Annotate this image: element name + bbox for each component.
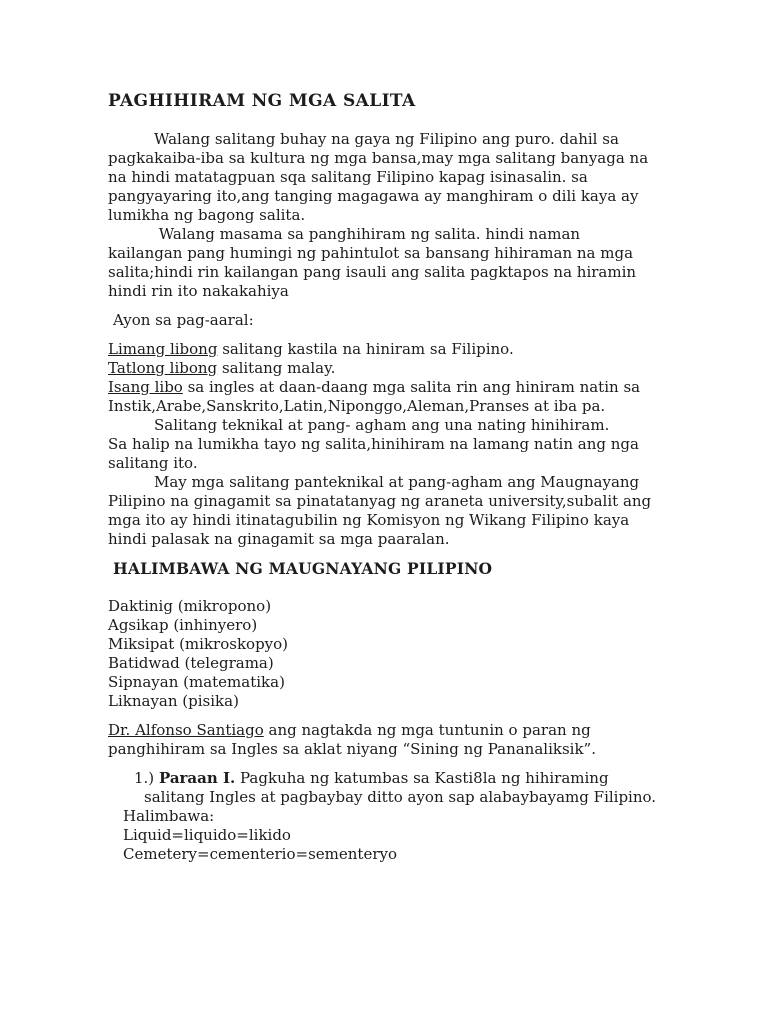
text-line xyxy=(108,654,688,673)
text-line xyxy=(108,740,688,759)
text-line xyxy=(108,168,688,187)
text-segment: Cemetery=cementerio=sementeryo xyxy=(123,845,397,863)
text-segment: pagkakaiba-iba sa kultura ng mga bansa,may mga salitang banyaga na xyxy=(108,149,649,167)
bold-text: HALIMBAWA NG MAUGNAYANG PILIPINO xyxy=(113,559,493,578)
text-segment: salita;hindi rin kailangan pang isauli ang salita pagktapos na hiramin xyxy=(108,263,637,281)
text-line xyxy=(108,826,688,845)
text-line xyxy=(108,282,688,301)
text-segment: na hindi matatagpuan sqa salitang Filipino kapag isinasalin. sa xyxy=(108,168,588,186)
underlined-text: Tatlong libong xyxy=(108,359,218,377)
text-segment: salitang Ingles at pagbaybay ditto ayon sap alabaybayamg Filipino. xyxy=(144,788,657,806)
text-segment: Liquid=liquido=likido xyxy=(123,826,291,844)
text-segment: salitang kastila na hiniram sa Filipino. xyxy=(217,340,514,358)
underlined-text: Dr. Alfonso Santiago xyxy=(108,721,264,739)
text-line xyxy=(108,206,688,225)
text-line xyxy=(108,311,688,330)
text-segment: Agsikap (inhinyero) xyxy=(108,616,258,634)
text-line xyxy=(108,845,688,864)
text-line xyxy=(108,225,688,244)
text-segment: Instik,Arabe,Sanskrito,Latin,Niponggo,Aleman,Pranses at iba pa. xyxy=(108,397,606,415)
text-line xyxy=(108,244,688,263)
text-line xyxy=(108,769,688,788)
text-line xyxy=(108,788,688,807)
text-line xyxy=(108,559,688,578)
text-line xyxy=(108,721,688,740)
text-line xyxy=(108,807,688,826)
text-line xyxy=(108,597,688,616)
text-segment: hindi palasak na ginagamit sa mga paaralan. xyxy=(108,530,450,548)
text-line xyxy=(108,530,688,549)
text-segment: ang nagtakda ng mga tuntunin o paran ng xyxy=(263,721,591,739)
text-segment: Halimbawa: xyxy=(123,807,215,825)
text-segment: Liknayan (pisika) xyxy=(108,692,239,710)
text-segment: Batidwad (telegrama) xyxy=(108,654,274,672)
text-line xyxy=(108,473,688,492)
text-segment: sa ingles at daan-daang mga salita rin ang hiniram natin sa xyxy=(182,378,641,396)
text-line xyxy=(108,92,688,111)
text-segment: Walang salitang buhay na gaya ng Filipino ang puro. dahil sa xyxy=(154,130,619,148)
text-segment: Miksipat (mikroskopyo) xyxy=(108,635,289,653)
text-segment: Walang masama sa panghihiram ng salita. hindi naman xyxy=(154,225,581,243)
text-line xyxy=(108,492,688,511)
text-line xyxy=(108,340,688,359)
text-segment: Pagkuha ng katumbas sa Kasti8la ng hihiraming xyxy=(235,769,609,787)
text-segment: kailangan pang humingi ng pahintulot sa bansang hihiraman na mga xyxy=(108,244,634,262)
text-line xyxy=(108,416,688,435)
text-line xyxy=(108,673,688,692)
text-segment: Salitang teknikal at pang- agham ang una nating hinihiram. xyxy=(154,416,610,434)
document-title xyxy=(108,92,688,111)
text-segment: Ayon sa pag-aaral: xyxy=(113,311,254,329)
text-segment: May mga salitang panteknikal at pang-agham ang Maugnayang xyxy=(154,473,640,491)
underlined-text: Limang libong xyxy=(108,340,218,358)
paragraph-maugnayang xyxy=(108,473,688,549)
text-segment: hindi rin ito nakakahiya xyxy=(108,282,289,300)
section-heading-halimbawa xyxy=(108,559,688,578)
list-halimbawa xyxy=(108,597,688,711)
text-segment: mga ito ay hindi itinatagubilin ng Komisyon ng Wikang Filipino kaya xyxy=(108,511,630,529)
text-line xyxy=(108,635,688,654)
text-line xyxy=(108,616,688,635)
text-segment: Pilipino na ginagamit sa pinatatanyag ng araneta university,subalit ang xyxy=(108,492,652,510)
text-line xyxy=(108,378,688,397)
text-segment: 1.) xyxy=(134,769,159,787)
text-line xyxy=(108,187,688,206)
underlined-text: Isang libo xyxy=(108,378,183,396)
paragraph-ayon xyxy=(108,311,688,330)
paragraph-bilang-ng-salita xyxy=(108,340,688,473)
text-segment: salitang ito. xyxy=(108,454,198,472)
text-line xyxy=(108,263,688,282)
text-line xyxy=(108,359,688,378)
text-segment: Sipnayan (matematika) xyxy=(108,673,285,691)
text-segment: panghihiram sa Ingles sa aklat niyang “Sining ng Pananaliksik”. xyxy=(108,740,596,758)
text-line xyxy=(108,692,688,711)
text-line xyxy=(108,454,688,473)
text-segment: Daktinig (mikropono) xyxy=(108,597,272,615)
numbered-item-paraan-1 xyxy=(108,769,688,864)
bold-text: Paraan I. xyxy=(158,769,236,787)
paragraph-dr-santiago xyxy=(108,721,688,759)
text-segment: salitang malay. xyxy=(217,359,336,377)
text-line xyxy=(108,511,688,530)
paragraph-walang-masama xyxy=(108,225,688,301)
text-segment: lumikha ng bagong salita. xyxy=(108,206,306,224)
text-line xyxy=(108,397,688,416)
paragraph-intro xyxy=(108,130,688,225)
text-line xyxy=(108,435,688,454)
document-content xyxy=(108,92,688,864)
text-line xyxy=(108,130,688,149)
text-segment: pangyayaring ito,ang tanging magagawa ay manghiram o dili kaya ay xyxy=(108,187,639,205)
text-segment: Sa halip na lumikha tayo ng salita,hinihiram na lamang natin ang nga xyxy=(108,435,639,453)
text-line xyxy=(108,149,688,168)
bold-text: PAGHIHIRAM NG MGA SALITA xyxy=(108,91,416,111)
